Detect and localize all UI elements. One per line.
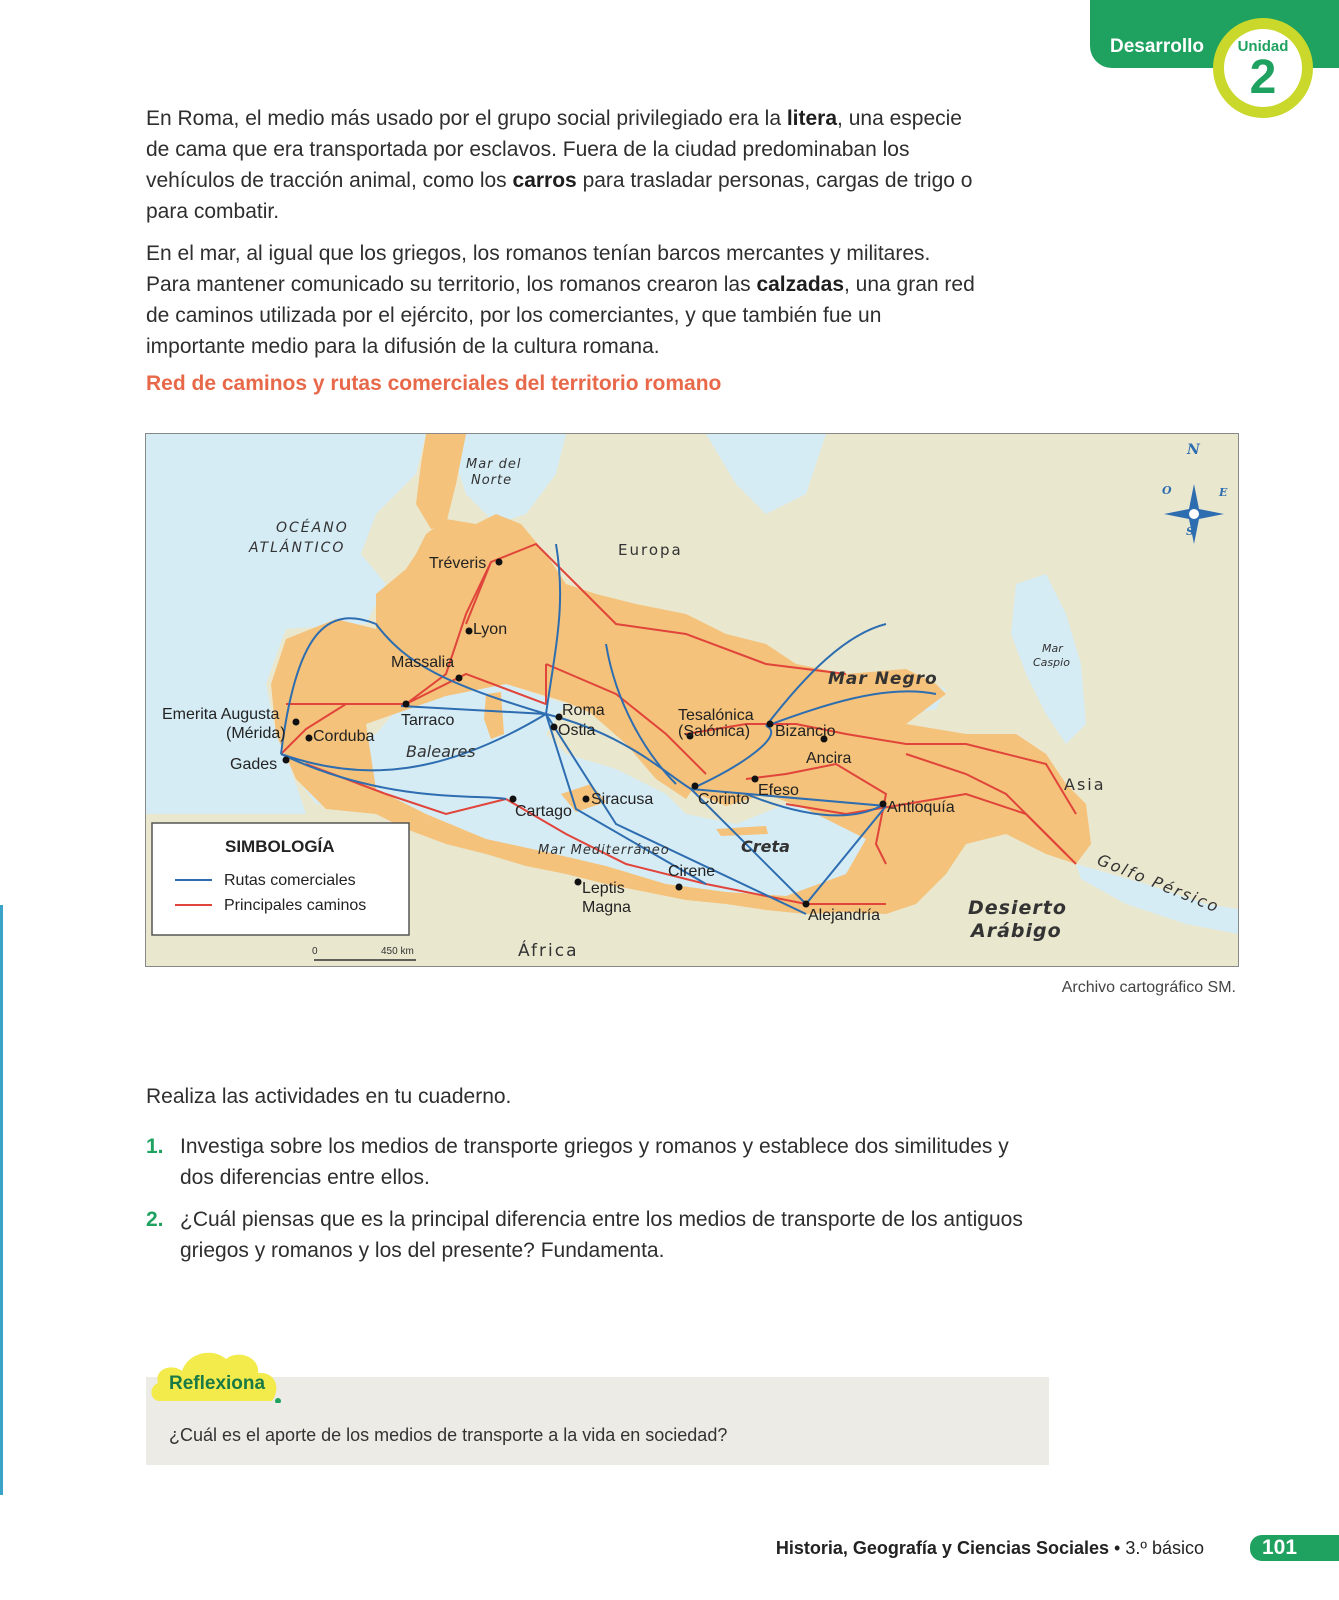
term-calzadas: calzadas xyxy=(756,273,845,296)
unit-word: Unidad xyxy=(1237,38,1289,55)
city-alejandria: Alejandría xyxy=(808,907,881,924)
label-baleares: Baleares xyxy=(406,742,476,761)
compass-e: E xyxy=(1219,486,1228,499)
label-mar-caspio-1: Mar xyxy=(1042,642,1063,655)
label-mar-caspio-2: Caspio xyxy=(1033,656,1070,669)
city-corinto: Corinto xyxy=(698,791,750,808)
city-cirene: Cirene xyxy=(668,863,716,880)
p1-text-a: En Roma, el medio más usado por el grupo social privilegiado era la xyxy=(146,107,787,130)
city-massalia: Massalia xyxy=(391,654,455,671)
activity-2-number: 2. xyxy=(146,1208,164,1231)
page-number: 101 xyxy=(1250,1535,1339,1561)
dot-tarraco xyxy=(403,701,410,708)
city-salonica: (Salónica) xyxy=(678,723,751,740)
label-desierto: Desierto xyxy=(968,897,1067,919)
city-ancira: Ancira xyxy=(806,750,852,767)
section-label: Desarrollo xyxy=(1110,36,1204,57)
dot-leptis xyxy=(575,879,582,886)
dot-massalia xyxy=(456,675,463,682)
scale-zero: 0 xyxy=(312,946,318,957)
map-svg xyxy=(146,434,1238,966)
label-mediterraneo: Mar Mediterráneo xyxy=(538,843,670,858)
city-gades: Gades xyxy=(230,756,278,773)
dot-ostia xyxy=(551,724,558,731)
city-siracusa: Siracusa xyxy=(591,791,654,808)
legend-label-roads: Principales caminos xyxy=(224,897,367,914)
unit-number: 2 xyxy=(1249,51,1277,104)
city-tarraco: Tarraco xyxy=(401,712,455,729)
map-legend xyxy=(152,823,409,935)
city-efeso: Efeso xyxy=(758,782,799,799)
page-edge-strip xyxy=(0,905,3,1495)
map-title: Red de caminos y rutas comerciales del territorio romano xyxy=(146,372,722,395)
activity-1-number: 1. xyxy=(146,1135,164,1158)
activity-1-text: Investiga sobre los medios de transporte griegos y romanos y establece dos similitudes y dos diferencias entre ellos. xyxy=(180,1135,1009,1189)
label-mar-del: Mar del xyxy=(466,457,522,472)
label-golfo-persico: Golfo Pérsico xyxy=(1094,850,1223,917)
city-treveris: Tréveris xyxy=(429,555,487,572)
activity-2-text: ¿Cuál piensas que es la principal diferencia entre los medios de transporte de los antiguos griegos y romanos y los del presente? Fundamenta. xyxy=(180,1208,1023,1262)
p1-text-d: para trasladar personas, cargas de trigo o para combatir. xyxy=(146,169,973,223)
label-norte: Norte xyxy=(471,473,513,488)
paragraph-2 xyxy=(146,238,976,362)
dot-bizancio xyxy=(767,721,774,728)
city-leptis: Leptis xyxy=(582,880,625,897)
dot-siracusa xyxy=(583,796,590,803)
map-credit: Archivo cartográfico SM. xyxy=(1061,979,1236,996)
footer-subject: Historia, Geografía y Ciencias Sociales xyxy=(775,1538,1110,1558)
footer-grade: 3.º básico xyxy=(1125,1538,1204,1558)
dot-antioquia xyxy=(880,801,887,808)
city-ostia: Ostia xyxy=(558,722,596,739)
city-merida: (Mérida) xyxy=(226,725,286,742)
city-roma: Roma xyxy=(562,702,605,719)
p2-text-c: , una gran red de caminos utilizada por el ejército, por los comerciantes, y que también fue un importante medio para la difusión de la cultura romana. xyxy=(146,273,975,358)
dot-cartago xyxy=(510,796,517,803)
city-tesalonica: Tesalónica xyxy=(678,707,754,724)
roman-roads-map xyxy=(145,433,1239,967)
activities-instruction: Realiza las actividades en tu cuaderno. xyxy=(146,1085,512,1108)
compass-s: S xyxy=(1186,525,1194,538)
reflexiona-question: ¿Cuál es el aporte de los medios de transporte a la vida en sociedad? xyxy=(169,1425,728,1445)
city-antioquia: Antioquía xyxy=(887,799,955,816)
city-bizancio: Bizancio xyxy=(775,723,836,740)
city-emerita: Emerita Augusta xyxy=(162,706,280,723)
city-cartago: Cartago xyxy=(515,803,572,820)
dot-treveris xyxy=(496,559,503,566)
compass-n: N xyxy=(1187,442,1200,458)
p1-text-c: , una especie de cama que era transportada por esclavos. Fuera de la ciudad predominaban los vehículos de tracción animal, como los xyxy=(146,107,962,192)
scale-distance: 450 km xyxy=(381,946,414,957)
p2-text-a: En el mar, al igual que los griegos, los romanos tenían barcos mercantes y militares. Para mantener comunicado su territorio, los romanos crearon las xyxy=(146,242,931,296)
label-africa: África xyxy=(518,941,579,961)
label-atlantico: ATLÁNTICO xyxy=(249,540,346,556)
label-arabigo: Arábigo xyxy=(971,920,1062,942)
city-corduba: Corduba xyxy=(313,728,375,745)
dot-corinto xyxy=(692,783,699,790)
term-litera: litera xyxy=(786,107,838,130)
reflexiona-label: Reflexiona xyxy=(169,1373,266,1394)
city-magna: Magna xyxy=(582,899,631,916)
legend-label-routes: Rutas comerciales xyxy=(224,872,356,889)
label-creta: Creta xyxy=(741,837,790,856)
paragraph-1 xyxy=(146,103,976,227)
compass-o: O xyxy=(1162,484,1172,497)
footer-bullet: • xyxy=(1114,1538,1121,1558)
dot-emerita xyxy=(293,719,300,726)
label-asia: Asia xyxy=(1064,775,1106,794)
legend-title: SIMBOLOGÍA xyxy=(225,837,335,856)
label-oceano: OCÉANO xyxy=(276,520,349,536)
dot-cirene xyxy=(676,884,683,891)
dot-gades xyxy=(283,757,290,764)
term-carros: carros xyxy=(512,169,577,192)
label-europa: Europa xyxy=(618,541,683,559)
city-lyon: Lyon xyxy=(473,621,508,638)
dot-lyon xyxy=(466,628,473,635)
page-footer xyxy=(776,1538,1204,1559)
dot-corduba xyxy=(306,735,313,742)
label-mar-negro: Mar Negro xyxy=(828,669,938,689)
